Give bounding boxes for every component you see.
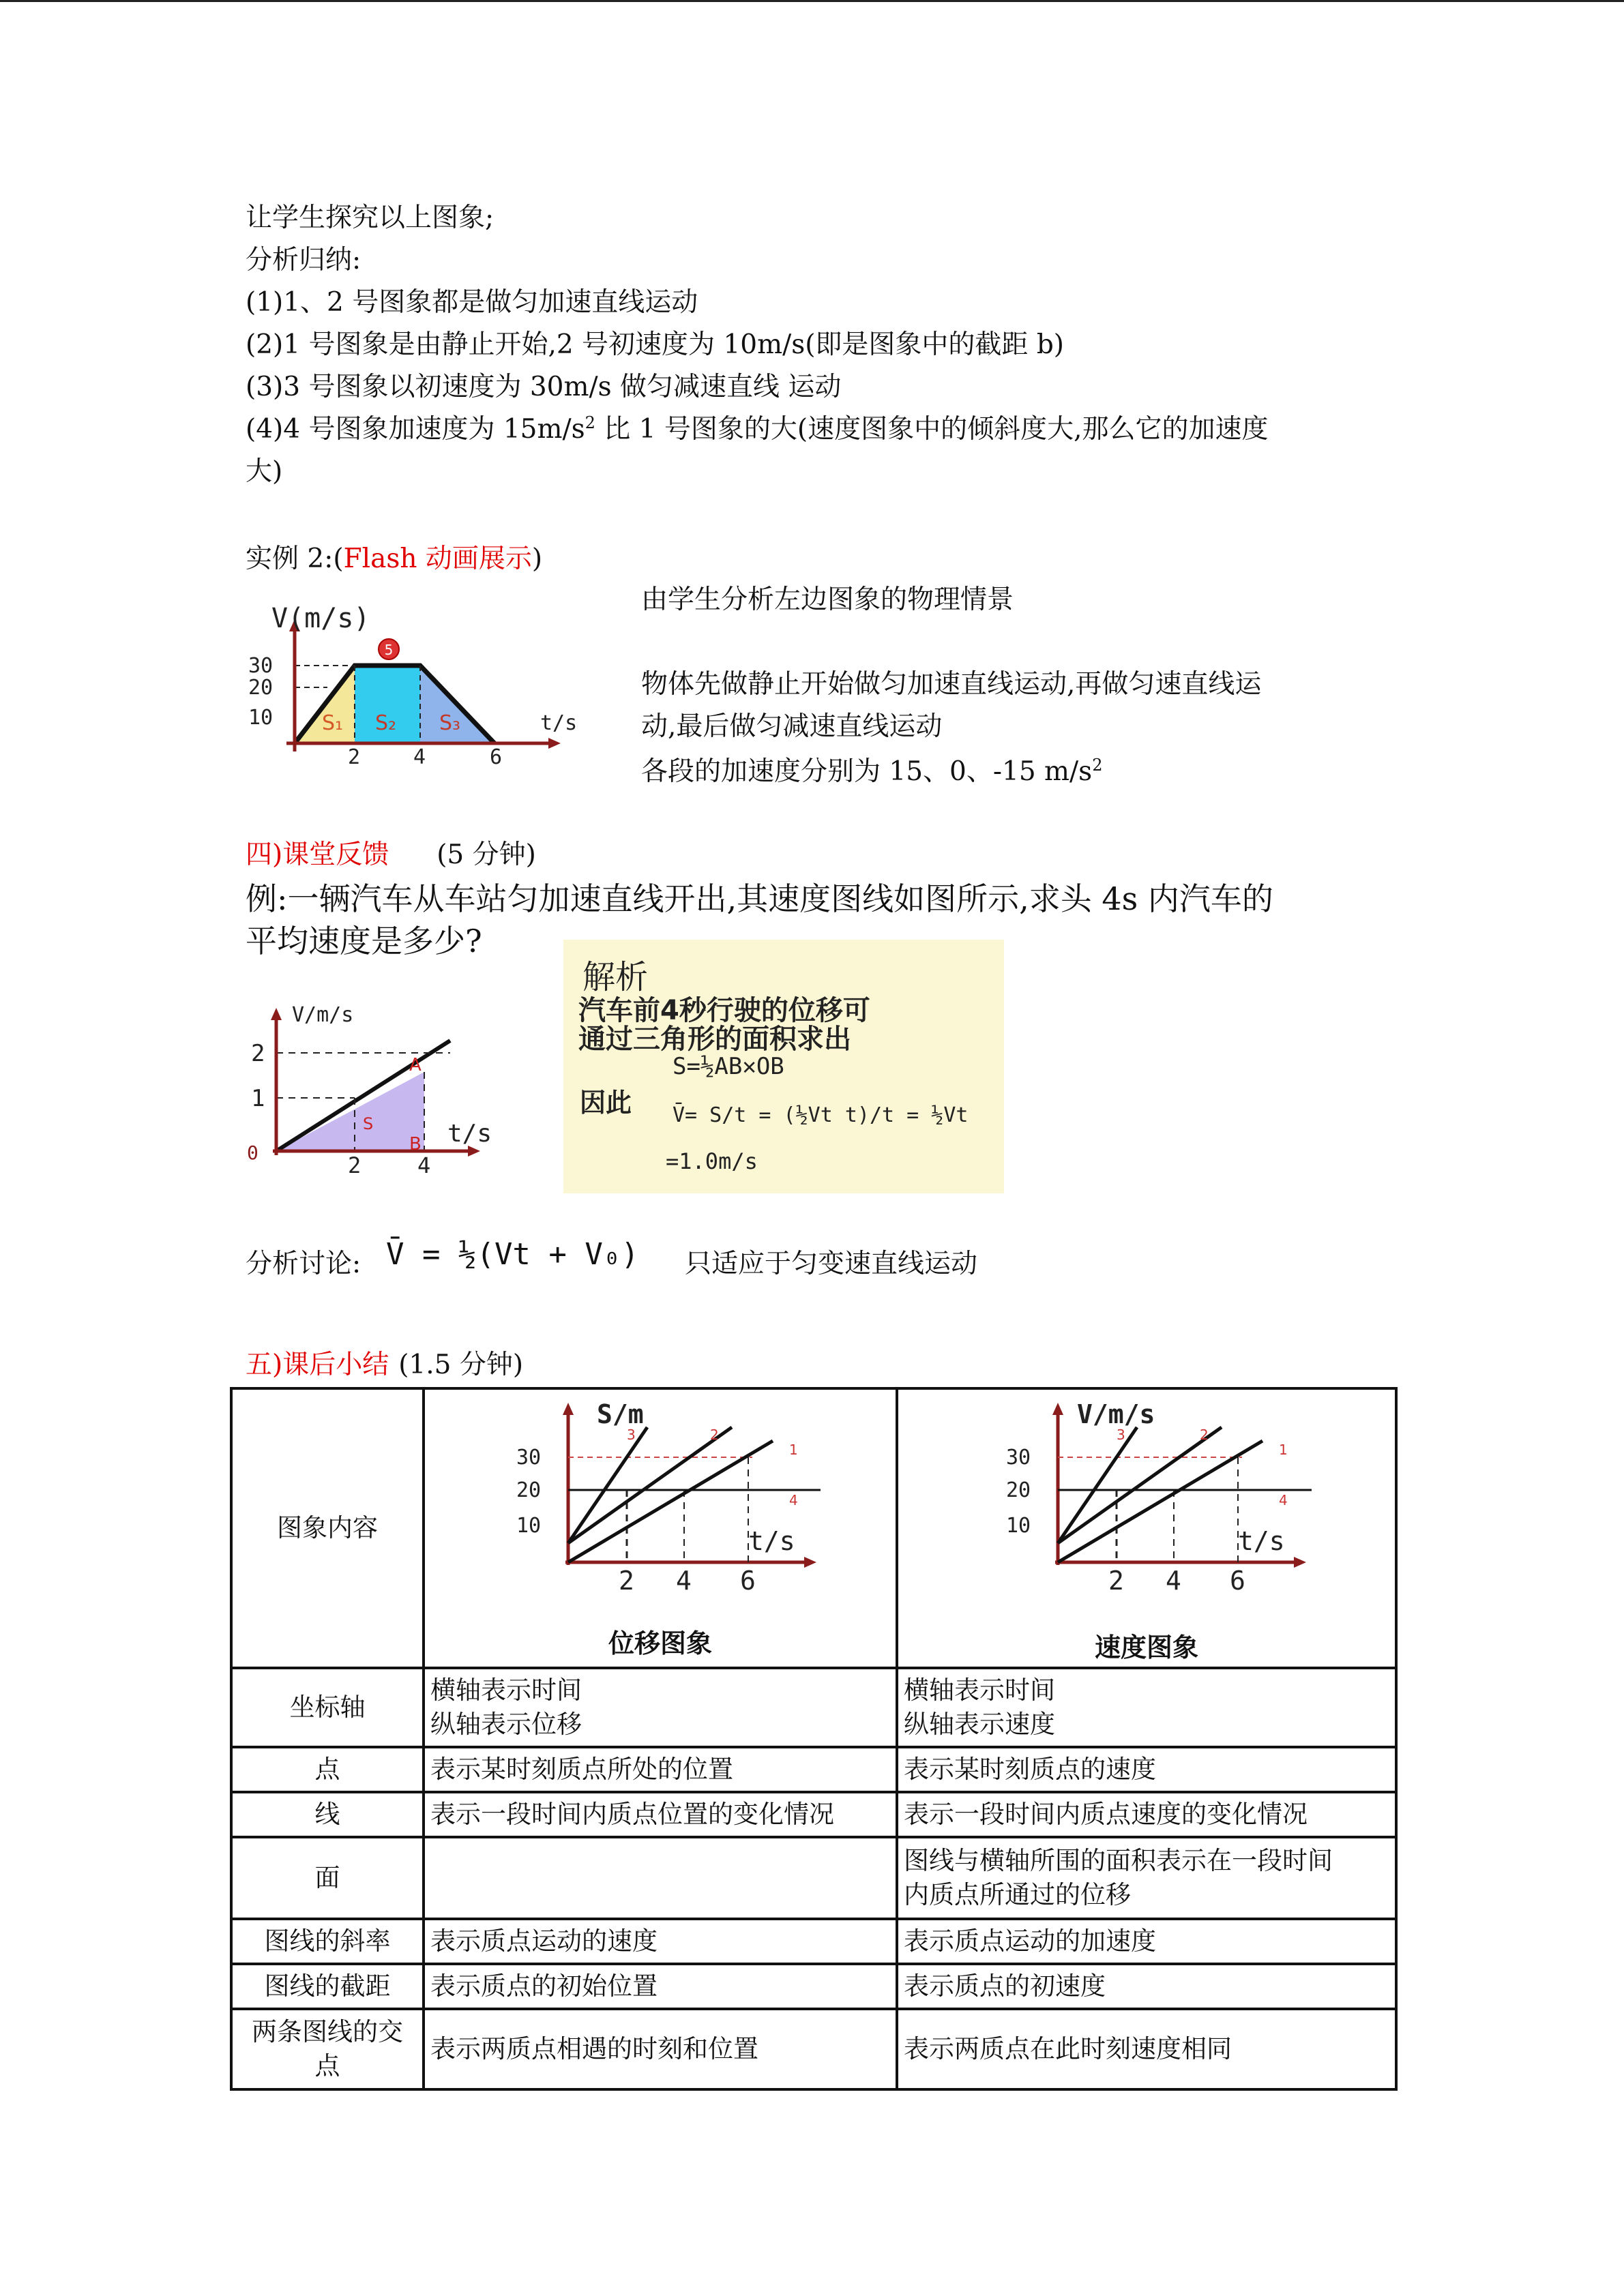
area-s1-label: S₁ [322, 711, 344, 735]
summary-table [230, 1387, 1398, 2091]
v-label: V/m/s [292, 1003, 354, 1027]
line-4-label: 4 [789, 1492, 798, 1508]
intro-point-4-sup: 2 [585, 413, 595, 432]
t-label: t/s [748, 1526, 795, 1556]
point-b: B [409, 1134, 422, 1154]
section4-question-1: 例:一辆汽车从车站匀加速直线开出,其速度图线如图所示,求头 4s 内汽车的 [246, 880, 1273, 917]
vel-graph-svg [898, 1392, 1398, 1617]
solution-therefore: 因此 [580, 1088, 632, 1118]
discussion-formula: V̄ = ½(Vt + V₀) [386, 1237, 639, 1272]
row-header-point: 点 [231, 1747, 424, 1792]
x-tick-6: 6 [740, 1566, 756, 1596]
example2-label: 实例 2:( [246, 543, 344, 574]
table-row [231, 1919, 1396, 1964]
line-1 [568, 1441, 773, 1562]
t-label: t/s [447, 1120, 492, 1148]
y-tick-10: 10 [516, 1514, 542, 1538]
disp-caption: 位移图象 [608, 1628, 712, 1658]
row-header-intersection-1: 两条图线的交 [252, 2017, 403, 2046]
example2-close: ) [531, 543, 543, 574]
y-arrow [563, 1403, 574, 1415]
axis-label: S/m [597, 1399, 644, 1429]
discussion-note: 只适应于匀变速直线运动 [685, 1249, 978, 1279]
area-label: S [363, 1114, 374, 1133]
example2-desc-4 [641, 756, 1102, 788]
x-arrow [548, 738, 561, 749]
example2-graph-svg [246, 600, 578, 769]
solution-result: =1.0m/s [666, 1148, 758, 1174]
vel-intercept-cell: 表示质点的初速度 [897, 1964, 1396, 2009]
line-2-label: 2 [710, 1427, 719, 1443]
y-tick-2: 2 [251, 1040, 265, 1067]
x-tick-2: 2 [619, 1566, 634, 1596]
example2-desc-3: 动,最后做匀减速直线运动 [641, 711, 943, 742]
example2-heading [246, 543, 542, 576]
intro-point-4 [246, 413, 1269, 446]
line-1-label: 1 [789, 1442, 798, 1458]
disp-line-cell: 表示一段时间内质点位置的变化情况 [424, 1792, 897, 1837]
y-arrow [1052, 1403, 1063, 1415]
vel-area-line-1: 图线与横轴所围的面积表示在一段时间 [904, 1846, 1333, 1875]
row-header-axes: 坐标轴 [231, 1668, 424, 1747]
x-tick-2: 2 [1108, 1566, 1124, 1596]
solution-line-2: 通过三角形的面积求出 [578, 1024, 851, 1055]
disp-axes-line-1: 横轴表示时间 [430, 1675, 582, 1705]
solution-box [563, 940, 1004, 1193]
vel-point-cell: 表示某时刻质点的速度 [897, 1747, 1396, 1792]
t-label: t/s [1238, 1526, 1285, 1556]
y-tick-30: 30 [516, 1446, 542, 1470]
x-tick-4: 4 [413, 745, 426, 769]
line-3-label: 3 [1117, 1427, 1125, 1443]
area-s2-label: S₂ [375, 711, 397, 735]
y-tick-0: 0 [247, 1142, 259, 1164]
area-s3-label: S₃ [439, 711, 461, 735]
vel-graph-cell [897, 1388, 1396, 1668]
intro-point-2: (2)1 号图象是由静止开始,2 号初速度为 10m/s(即是图象中的截距 b) [246, 329, 1065, 360]
row-header-line: 线 [231, 1792, 424, 1837]
intro-line-2: 分析归纳: [246, 245, 361, 275]
x-tick-2: 2 [348, 745, 361, 769]
x-tick-4: 4 [1166, 1566, 1181, 1596]
intro-line-1: 让学生探究以上图象; [246, 203, 494, 233]
x-tick-4: 4 [676, 1566, 692, 1596]
intro-point-4-text: (4)4 号图象加速度为 15m/s [246, 414, 585, 445]
flash-link: Flash 动画展示 [343, 543, 532, 574]
x-arrow [1294, 1557, 1306, 1568]
y-tick-30: 30 [1006, 1446, 1031, 1470]
y-tick-20: 20 [516, 1478, 542, 1502]
table-row [231, 1792, 1396, 1837]
intro-point-4-cont: 大) [246, 456, 283, 487]
disp-intersection-cell: 表示两质点相遇的时刻和位置 [424, 2009, 897, 2089]
table-row [231, 1837, 1396, 1919]
table-row-graphs [231, 1388, 1396, 1668]
vel-intersection-cell: 表示两质点在此时刻速度相同 [897, 2009, 1396, 2089]
line-1-label: 1 [1279, 1442, 1288, 1458]
line-2 [568, 1427, 732, 1543]
section5-title: 五)课后小结 [246, 1350, 389, 1380]
y-tick-20: 20 [1006, 1478, 1031, 1502]
y-tick-1: 1 [251, 1085, 265, 1112]
y-tick-10: 10 [1006, 1514, 1031, 1538]
table-row [231, 2009, 1396, 2089]
disp-slope-cell: 表示质点运动的速度 [424, 1919, 897, 1964]
row-header-slope: 图线的斜率 [231, 1919, 424, 1964]
solution-line-1: 汽车前4秒行驶的位移可 [578, 995, 870, 1026]
example2-graph [246, 600, 578, 769]
x-tick-4: 4 [417, 1152, 431, 1178]
line-2-label: 2 [1200, 1427, 1209, 1443]
marker-label: 5 [384, 642, 394, 658]
vel-slope-cell: 表示质点运动的加速度 [897, 1919, 1396, 1964]
section5-time: (1.5 分钟) [398, 1350, 524, 1380]
point-a: A [409, 1055, 422, 1075]
x-tick-2: 2 [348, 1152, 361, 1178]
row-header-intersection [231, 2009, 424, 2089]
t-label: t/s [540, 711, 578, 735]
disp-graph-cell [424, 1388, 897, 1668]
disp-axes-cell [424, 1668, 897, 1747]
intro-point-3: (3)3 号图象以初速度为 30m/s 做匀减速直线 运动 [246, 372, 842, 402]
line-4-label: 4 [1279, 1492, 1288, 1508]
example2-desc-2: 物体先做静止开始做匀加速直线运动,再做匀速直线运 [641, 669, 1262, 700]
solution-title: 解析 [582, 958, 649, 996]
row-header-area: 面 [231, 1837, 424, 1919]
section4-heading [246, 839, 536, 871]
line-1 [1058, 1441, 1263, 1562]
row-header-intercept: 图线的截距 [231, 1964, 424, 2009]
disp-point-cell: 表示某时刻质点所处的位置 [424, 1747, 897, 1792]
intro-point-1: (1)1、2 号图象都是做匀加速直线运动 [246, 287, 698, 318]
disp-area-cell [424, 1837, 897, 1919]
line-3 [1058, 1427, 1137, 1543]
example2-desc-4-sup: 2 [1092, 756, 1103, 775]
solution-formula-2: V̄= S/t = (½Vt t)/t = ½Vt [673, 1103, 969, 1127]
section5-heading [246, 1349, 523, 1382]
table-row [231, 1668, 1396, 1747]
example2-desc-4-text: 各段的加速度分别为 15、0、-15 m/s [641, 756, 1093, 787]
example2-desc-1: 由学生分析左边图象的物理情景 [641, 584, 1014, 615]
vel-axes-cell [897, 1668, 1396, 1747]
axis-label: V/m/s [1077, 1399, 1155, 1429]
discussion-label: 分析讨论: [246, 1249, 361, 1279]
line-3 [568, 1427, 647, 1543]
y-tick-30: 30 [248, 654, 274, 678]
x-arrow [804, 1557, 816, 1568]
disp-axes-line-2: 纵轴表示位移 [430, 1710, 582, 1739]
section4-graph [246, 996, 518, 1178]
section4-graph-svg [246, 996, 518, 1178]
vel-caption: 速度图象 [1094, 1632, 1198, 1663]
row-header-content: 图象内容 [231, 1388, 424, 1668]
y-arrow [271, 1008, 282, 1020]
x-tick-6: 6 [490, 745, 503, 769]
x-tick-6: 6 [1230, 1566, 1245, 1596]
y-tick-20: 20 [248, 676, 274, 700]
y-tick-10: 10 [248, 706, 274, 730]
table-row [231, 1747, 1396, 1792]
vel-axes-line-2: 纵轴表示速度 [904, 1710, 1055, 1739]
disp-graph-svg [425, 1392, 898, 1617]
disp-intercept-cell: 表示质点的初始位置 [424, 1964, 897, 2009]
intro-point-4-post: 比 1 号图象的大(速度图象中的倾斜度大,那么它的加速度 [595, 414, 1269, 445]
section4-time: (5 分钟) [437, 839, 536, 870]
vel-axes-line-1: 横轴表示时间 [904, 1675, 1055, 1705]
table-row [231, 1964, 1396, 2009]
top-border [0, 0, 1624, 2]
vel-line-cell: 表示一段时间内质点速度的变化情况 [897, 1792, 1396, 1837]
solution-formula-1: S=½AB✕OB [673, 1053, 784, 1080]
vel-area-line-2: 内质点所通过的位移 [904, 1880, 1131, 1909]
line-3-label: 3 [627, 1427, 636, 1443]
v-label: V(m/s) [271, 603, 370, 634]
line-2 [1058, 1427, 1222, 1543]
section4-title: 四)课堂反馈 [246, 839, 389, 870]
vel-area-cell [897, 1837, 1396, 1919]
row-header-intersection-2: 点 [314, 2051, 340, 2081]
section4-question-2: 平均速度是多少? [246, 923, 482, 959]
